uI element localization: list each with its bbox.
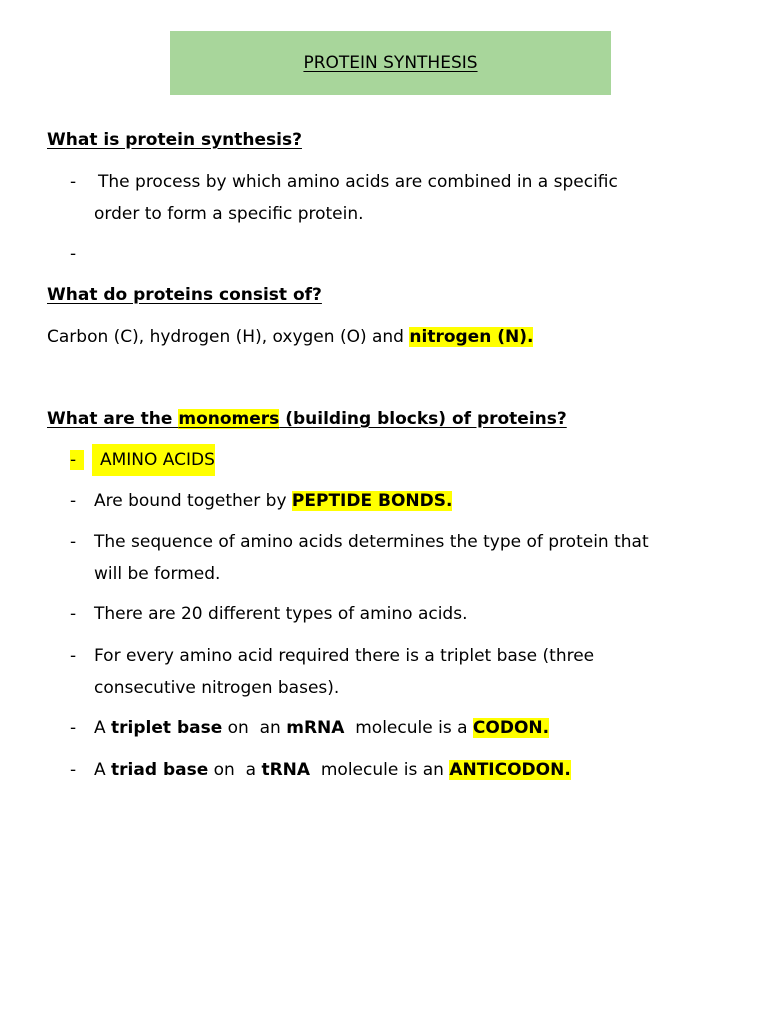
sequence-line-1: The sequence of amino acids determines the type of protein that xyxy=(94,532,649,552)
triplet-line-2: consecutive nitrogen bases). xyxy=(94,678,340,698)
sequence-line-2: will be formed. xyxy=(94,564,221,584)
heading-monomers-part1: What are the xyxy=(47,409,179,429)
codon-triplet-base: triplet base xyxy=(111,718,223,738)
codon-a: A xyxy=(94,718,112,738)
anti-molecule: molecule is an xyxy=(310,760,450,780)
bound-text: Are bound together by xyxy=(94,491,292,511)
anti-a: A xyxy=(94,760,112,780)
codon-on: on an xyxy=(222,718,287,738)
empty-bullet-marker: - xyxy=(70,244,77,264)
anti-on: on a xyxy=(208,760,262,780)
heading-monomers-part2: (building blocks) of proteins? xyxy=(279,409,567,429)
peptide-bonds-highlight: PEPTIDE BONDS. xyxy=(291,491,453,511)
bullet-marker: - xyxy=(70,172,77,192)
bullet-marker: - xyxy=(70,532,77,552)
codon-mrna: mRNA xyxy=(286,718,345,738)
title-box xyxy=(170,31,611,95)
nitrogen-highlight: nitrogen (N). xyxy=(409,327,534,347)
anti-trna: tRNA xyxy=(261,760,311,780)
amino-dash-highlight: - xyxy=(70,450,84,470)
bullet-marker: - xyxy=(70,491,77,511)
codon-molecule: molecule is a xyxy=(344,718,473,738)
anticodon-highlight: ANTICODON. xyxy=(449,760,571,780)
monomers-highlight: monomers xyxy=(178,409,280,429)
heading-monomers xyxy=(47,409,567,429)
triplet-line-1: For every amino acid required there is a triplet base (three xyxy=(94,646,595,666)
bullet-marker: - xyxy=(70,718,77,738)
bullet-marker: - xyxy=(70,604,77,624)
bullet-marker: - xyxy=(70,760,77,780)
amino-acids-label: AMINO ACIDS xyxy=(92,444,215,476)
codon-line xyxy=(94,712,549,744)
page-title: PROTEIN SYNTHESIS xyxy=(303,53,478,73)
heading-what-do-proteins-consist-of: What do proteins consist of? xyxy=(47,285,322,305)
twenty-types-line: There are 20 different types of amino acids. xyxy=(94,604,468,624)
definition-line-1: The process by which amino acids are combined in a specific xyxy=(98,172,618,192)
anti-triad-base: triad base xyxy=(111,760,209,780)
anticodon-line xyxy=(94,754,571,786)
composition-text xyxy=(47,327,533,347)
composition-plain: Carbon (C), hydrogen (H), oxygen (O) and xyxy=(47,327,410,347)
heading-what-is-protein-synthesis: What is protein synthesis? xyxy=(47,130,302,150)
peptide-bonds-line xyxy=(94,485,452,517)
definition-line-2: order to form a specific protein. xyxy=(94,204,364,224)
bullet-marker: - xyxy=(70,646,77,666)
amino-bullet-marker xyxy=(70,450,84,470)
codon-highlight: CODON. xyxy=(472,718,550,738)
